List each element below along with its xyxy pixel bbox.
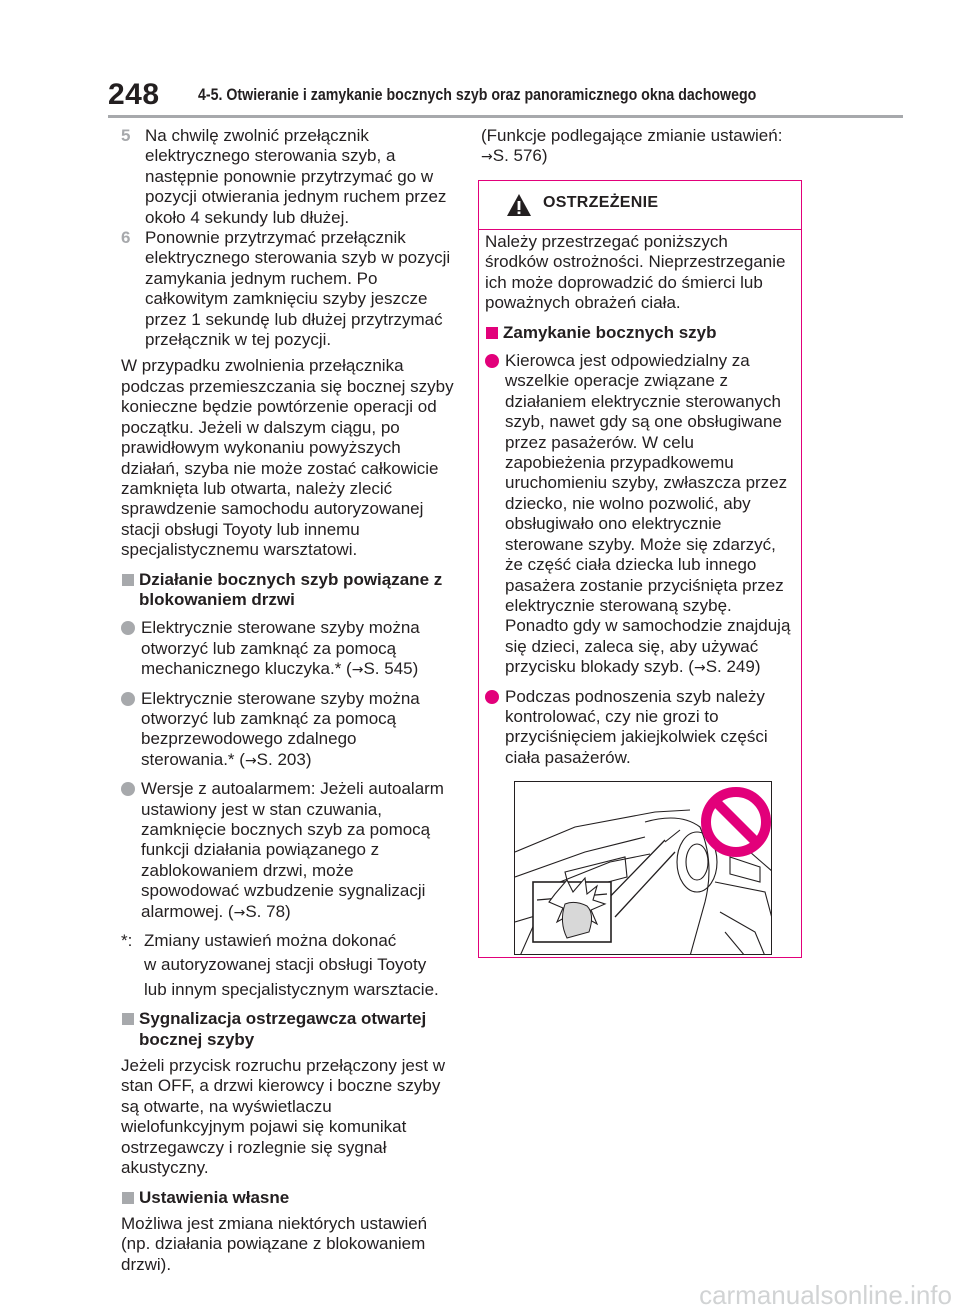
circle-bullet-icon [485,354,499,368]
left-column [121,126,454,1275]
warning-body [485,232,795,768]
step-text: Na chwilę zwolnić przełącznik elektrycznego sterowania szyb, a następnie ponownie przytrzymać go w pozycji otwierania jednym ruchem przez około 4 sekundy lub dłużej. [145,126,447,227]
step-5 [121,126,454,228]
bullet-item [485,351,795,679]
bullet-text: Podczas podnoszenia szyb należy kontrolować, czy nie grozi to przyciśnięciem jakiejkolwiek części ciała pasażerów. [505,686,768,767]
circle-bullet-icon [121,782,135,796]
circle-bullet-icon [485,690,499,704]
warning-intro: Należy przestrzegać poniższych środków ostrożności. Nieprzestrzeganie ich może doprowadzić do śmierci lub poważnych obrażeń ciała. [485,232,786,313]
section-heading [485,323,795,343]
paragraph: W przypadku zwolnienia przełącznika podczas przemieszczania się bocznej szyby konieczne będzie powtórzenie operacji od początku. Jeżeli w dalszym ciągu, po prawidłowym wykonaniu powyższych działań, szyba nie może zostać całkowicie zamknięta lub otwarta, należy zlecić sprawdzenie samochodu autoryzowanej stacji obsługi Toyoty lub innemu specjalistycznemu warsztatowi. [121,356,454,560]
footnote [121,931,454,1000]
section-title: Sygnalizacja ostrzegawcza otwartej bocznej szyby [139,1009,427,1049]
bullet-text: Elektrycznie sterowane szyby można otworzyć lub zamknąć za pomocą bezprzewodowego zdalnego sterowania.* ( [141,688,420,769]
car-interior-drawing [515,782,772,955]
circle-bullet-icon [121,692,135,706]
step-number: 5 [121,126,131,145]
square-bullet-icon [122,1192,134,1204]
settings-reference [481,126,804,168]
section-heading [121,1188,454,1208]
paragraph: Możliwa jest zmiana niektórych ustawień (np. działania powiązane z blokowaniem drzwi). [121,1213,428,1274]
footnote-line: w autoryzowanej stacji obsługi Toyoty [144,955,427,975]
bullet-text: Elektrycznie sterowane szyby można otworzyć lub zamknąć za pomocą mechanicznego kluczyka.* ( [141,618,420,679]
page-reference[interactable]: S. 545) [363,659,419,679]
warning-header [479,181,801,230]
warning-title: OSTRZEŻENIE [543,194,659,211]
watermark: carmanualsonline.info [699,1280,952,1310]
circle-bullet-icon [121,621,135,635]
arrow-icon: → [481,149,493,166]
arrow-icon: → [233,904,246,921]
square-bullet-icon [122,1013,134,1025]
paragraph: Jeżeli przycisk rozruchu przełączony jest w stan OFF, a drzwi kierowcy i boczne szyby są otwarte, na wyświetlaczu wielofunkcyjnym pojawi się komunikat ostrzegawczy i rozlegnie się sygnał akustyczny. [121,1056,446,1178]
step-text: Ponownie przytrzymać przełącznik elektrycznego sterowania szyb w pozycji zamykania jednym ruchem. Po całkowitym zamknięciu szyby jeszcze przez 1 sekundę lub dłużej przytrzymać przełącznik w tej pozycji. [145,228,451,350]
page-number: 248 [108,78,160,111]
window-pinch-illustration [514,781,772,955]
bullet-text: Kierowca jest odpowiedzialny za wszelkie operacje związane z działaniem elektrycznie sterowanych szyb, nawet gdy są one obsługiwane przez pasażerów. W celu zapobieżenia przypadkowemu uruchomieniu szyby, zwłaszcza przez dziecko, nie wolno pozwolić, aby obsługiwało ono elektrycznie sterowane szyby. Może się zdarzyć, że część ciała dziecka lub innego pasażera zostanie przyciśnięta przez elektrycznie sterowaną szybę. Ponadto gdy w samochodzie znajdują się dzieci, zaleca się, aby używać przycisku blokady szyb. ( [505,351,791,677]
square-bullet-icon [486,327,498,339]
step-6 [121,228,454,350]
section-title: Ustawienia własne [139,1187,290,1207]
warning-box [478,180,802,958]
right-column [481,126,804,168]
bullet-item [121,689,454,772]
arrow-icon: → [351,662,364,679]
section-title: Działanie bocznych szyb powiązane z blokowaniem drzwi [139,569,443,609]
page-reference[interactable]: S. 203) [256,749,312,769]
page-header [0,0,960,115]
bullet-item [121,779,454,923]
arrow-icon: → [244,752,257,769]
footnote-line: Zmiany ustawień można dokonać [144,931,397,951]
page-reference[interactable]: S. 249) [705,657,761,677]
bullet-item [121,618,454,680]
header-divider [108,115,903,118]
footnote-line: lub innym specjalistycznym warsztacie. [144,979,439,999]
section-title: Zamykanie bocznych szyb [503,322,717,342]
footnote-mark: *: [121,931,133,951]
arrow-icon: → [693,660,706,677]
section-heading [121,570,454,611]
bullet-text: Wersje z autoalarmem: Jeżeli autoalarm ustawiony jest w stan czuwania, zamknięcie bocznych szyb za pomocą funkcji działania powiązanego z zablokowaniem drzwi, może spowodować wzbudzenie sygnalizacji alarmowej. ( [141,779,444,921]
intro-text: (Funkcje podlegające zmianie ustawień: [481,126,783,145]
page-reference[interactable]: S. 576) [492,146,548,166]
step-number: 6 [121,228,131,248]
bullet-item [485,687,795,769]
section-heading [121,1009,454,1050]
page-reference[interactable]: S. 78) [245,901,291,921]
square-bullet-icon [122,574,134,586]
chapter-title: 4-5. Otwieranie i zamykanie bocznych szyb oraz panoramicznego okna dachowego [198,86,757,104]
warning-triangle-icon [506,193,532,217]
